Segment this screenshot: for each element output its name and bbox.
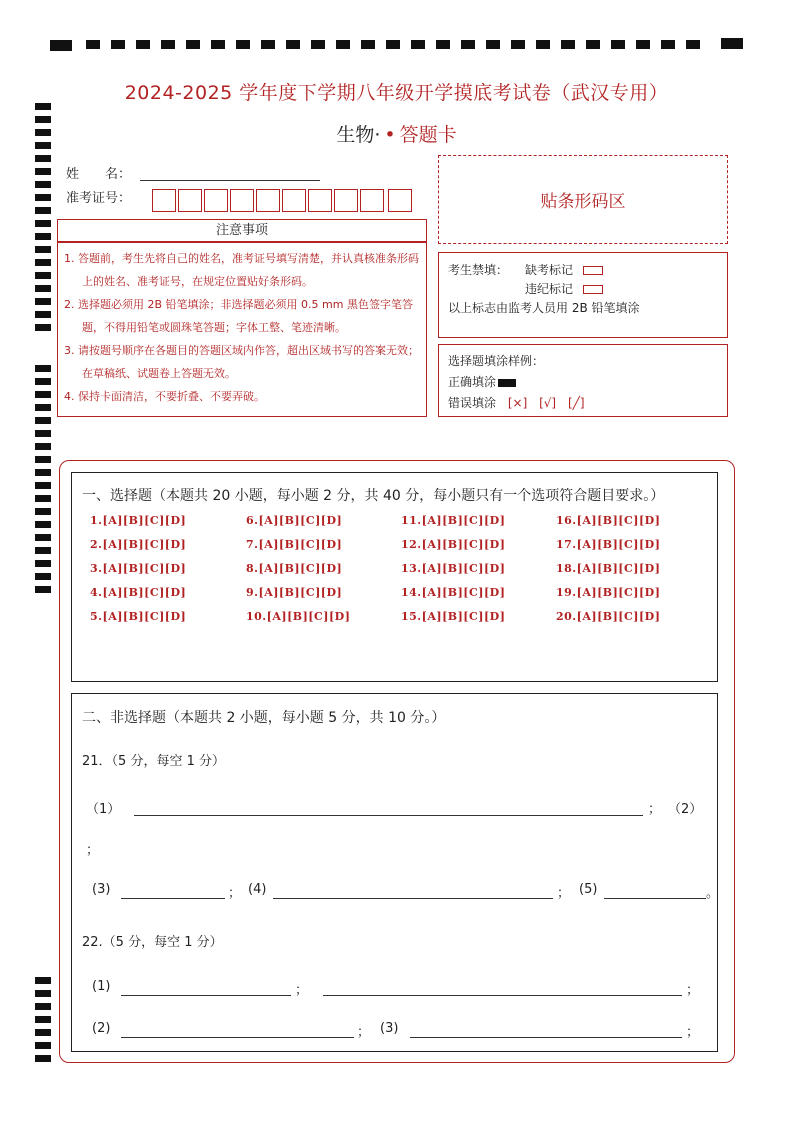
wrong-mark-check: [√] [539,396,557,410]
name-label: 姓 名： [66,167,132,182]
q21-period: 。 [706,886,720,901]
q21-semicolon: ； [557,886,571,901]
fill-example-box [438,344,728,417]
q21-blank1[interactable] [134,815,643,816]
q22-title: 22.（5 分，每空 1 分） [82,935,223,950]
q21-blank3-label: (3) [92,882,111,897]
q22-blank4[interactable] [410,1037,682,1038]
violation-mark-row [525,280,603,297]
question-13[interactable]: 13.[A][B][C][D] [401,562,506,575]
notice-item: 3. 请按题号顺序在各题目的答题区域内作答，超出区域书写的答案无效；在草稿纸、试题卷上答题无效。 [64,344,419,380]
question-4[interactable]: 4.[A][B][C][D] [90,586,187,599]
question-16[interactable]: 16.[A][B][C][D] [556,514,661,527]
barcode-area [438,155,728,244]
q22-semicolon: ； [686,1025,700,1040]
q22-blank1-label: (1) [92,979,111,994]
q21-semicolon: ； [648,802,662,817]
question-1[interactable]: 1.[A][B][C][D] [90,514,187,527]
examiner-note: 以上标志由监考人员用 2B 铅笔填涂 [448,301,640,315]
violation-label: 违纪标记 [525,282,574,296]
q22-blank1[interactable] [121,995,291,996]
wrong-fill-label: 错误填涂 [448,396,497,410]
question-11[interactable]: 11.[A][B][C][D] [401,514,506,527]
section1-title: 一、选择题（本题共 20 小题，每小题 2 分，共 40 分，每小题只有一个选项符合题目要求。） [82,488,665,504]
section2-title: 二、非选择题（本题共 2 小题，每小题 5 分，共 10 分。） [82,710,446,726]
section-free-response [71,693,718,1052]
q21-blank2-label: （2） [668,802,703,817]
notice-heading: 注意事项 [57,219,427,242]
q22-semicolon: ； [686,983,700,998]
question-14[interactable]: 14.[A][B][C][D] [401,586,506,599]
q21-blank3[interactable] [121,898,225,899]
question-9[interactable]: 9.[A][B][C][D] [246,586,343,599]
question-18[interactable]: 18.[A][B][C][D] [556,562,661,575]
question-2[interactable]: 2.[A][B][C][D] [90,538,187,551]
absent-mark-box[interactable] [583,266,603,275]
forbidden-label: 考生禁填： [448,263,509,277]
notice-item: 4. 保持卡面清洁，不要折叠、不要弄破。 [64,390,265,403]
question-19[interactable]: 19.[A][B][C][D] [556,586,661,599]
subject-label: 生物· [336,124,381,146]
q22-semicolon: ； [357,1025,371,1040]
title-separator: • [384,124,396,146]
question-6[interactable]: 6.[A][B][C][D] [246,514,343,527]
wrong-mark-slash: [╱] [567,396,585,410]
notice-item: 2. 选择题必须用 2B 铅笔填涂；非选择题必须用 0.5 mm 黑色签字笔答题，不得用铅笔或圆珠笔答题；字体工整、笔迹清晰。 [64,298,413,334]
wrong-mark-cross: [×] [507,396,528,410]
question-15[interactable]: 15.[A][B][C][D] [401,610,506,623]
q21-blank1-label: （1） [86,802,121,817]
absent-label: 缺考标记 [525,263,574,277]
q22-blank3-label: (2) [92,1021,111,1036]
question-3[interactable]: 3.[A][B][C][D] [90,562,187,575]
q21-title: 21．（5 分，每空 1 分） [82,754,225,769]
card-label: 答题卡 [399,124,457,146]
q21-blank4-label: (4) [248,882,267,897]
q21-semicolon: ； [228,886,242,901]
notice-item: 1. 答题前，考生先将自己的姓名，准考证号填写清楚，并认真核准条形码上的姓名、准考证号，在规定位置贴好条形码。 [64,252,419,288]
correct-fill-label: 正确填涂 [448,375,497,389]
question-7[interactable]: 7.[A][B][C][D] [246,538,343,551]
question-12[interactable]: 12.[A][B][C][D] [401,538,506,551]
exam-title: 2024-2025 学年度下学期八年级开学摸底考试卷（武汉专用） [124,82,669,104]
notice-body [57,242,427,417]
q22-blank3[interactable] [121,1037,354,1038]
question-5[interactable]: 5.[A][B][C][D] [90,610,187,623]
absent-mark-row [525,261,603,278]
section-multiple-choice [71,472,718,682]
examiner-marks-box [438,252,728,338]
q22-blank2[interactable] [323,995,682,996]
q21-blank5-label: (5) [579,882,598,897]
question-20[interactable]: 20.[A][B][C][D] [556,610,661,623]
barcode-label: 贴条形码区 [540,192,626,212]
q21-semicolon: ； [86,843,100,858]
question-17[interactable]: 17.[A][B][C][D] [556,538,661,551]
q21-blank4[interactable] [273,898,553,899]
wrong-fill-row [448,394,585,411]
q22-blank4-label: (3) [380,1021,399,1036]
filled-mark-sample [498,379,516,387]
name-field[interactable] [140,180,320,181]
correct-fill-row [448,373,516,390]
answer-card-title [0,120,793,147]
q21-blank5[interactable] [604,898,706,899]
question-8[interactable]: 8.[A][B][C][D] [246,562,343,575]
id-label: 准考证号： [66,191,132,206]
fill-example-title: 选择题填涂样例： [448,354,545,368]
q22-semicolon: ； [295,983,309,998]
violation-mark-box[interactable] [583,285,603,294]
question-10[interactable]: 10.[A][B][C][D] [246,610,351,623]
